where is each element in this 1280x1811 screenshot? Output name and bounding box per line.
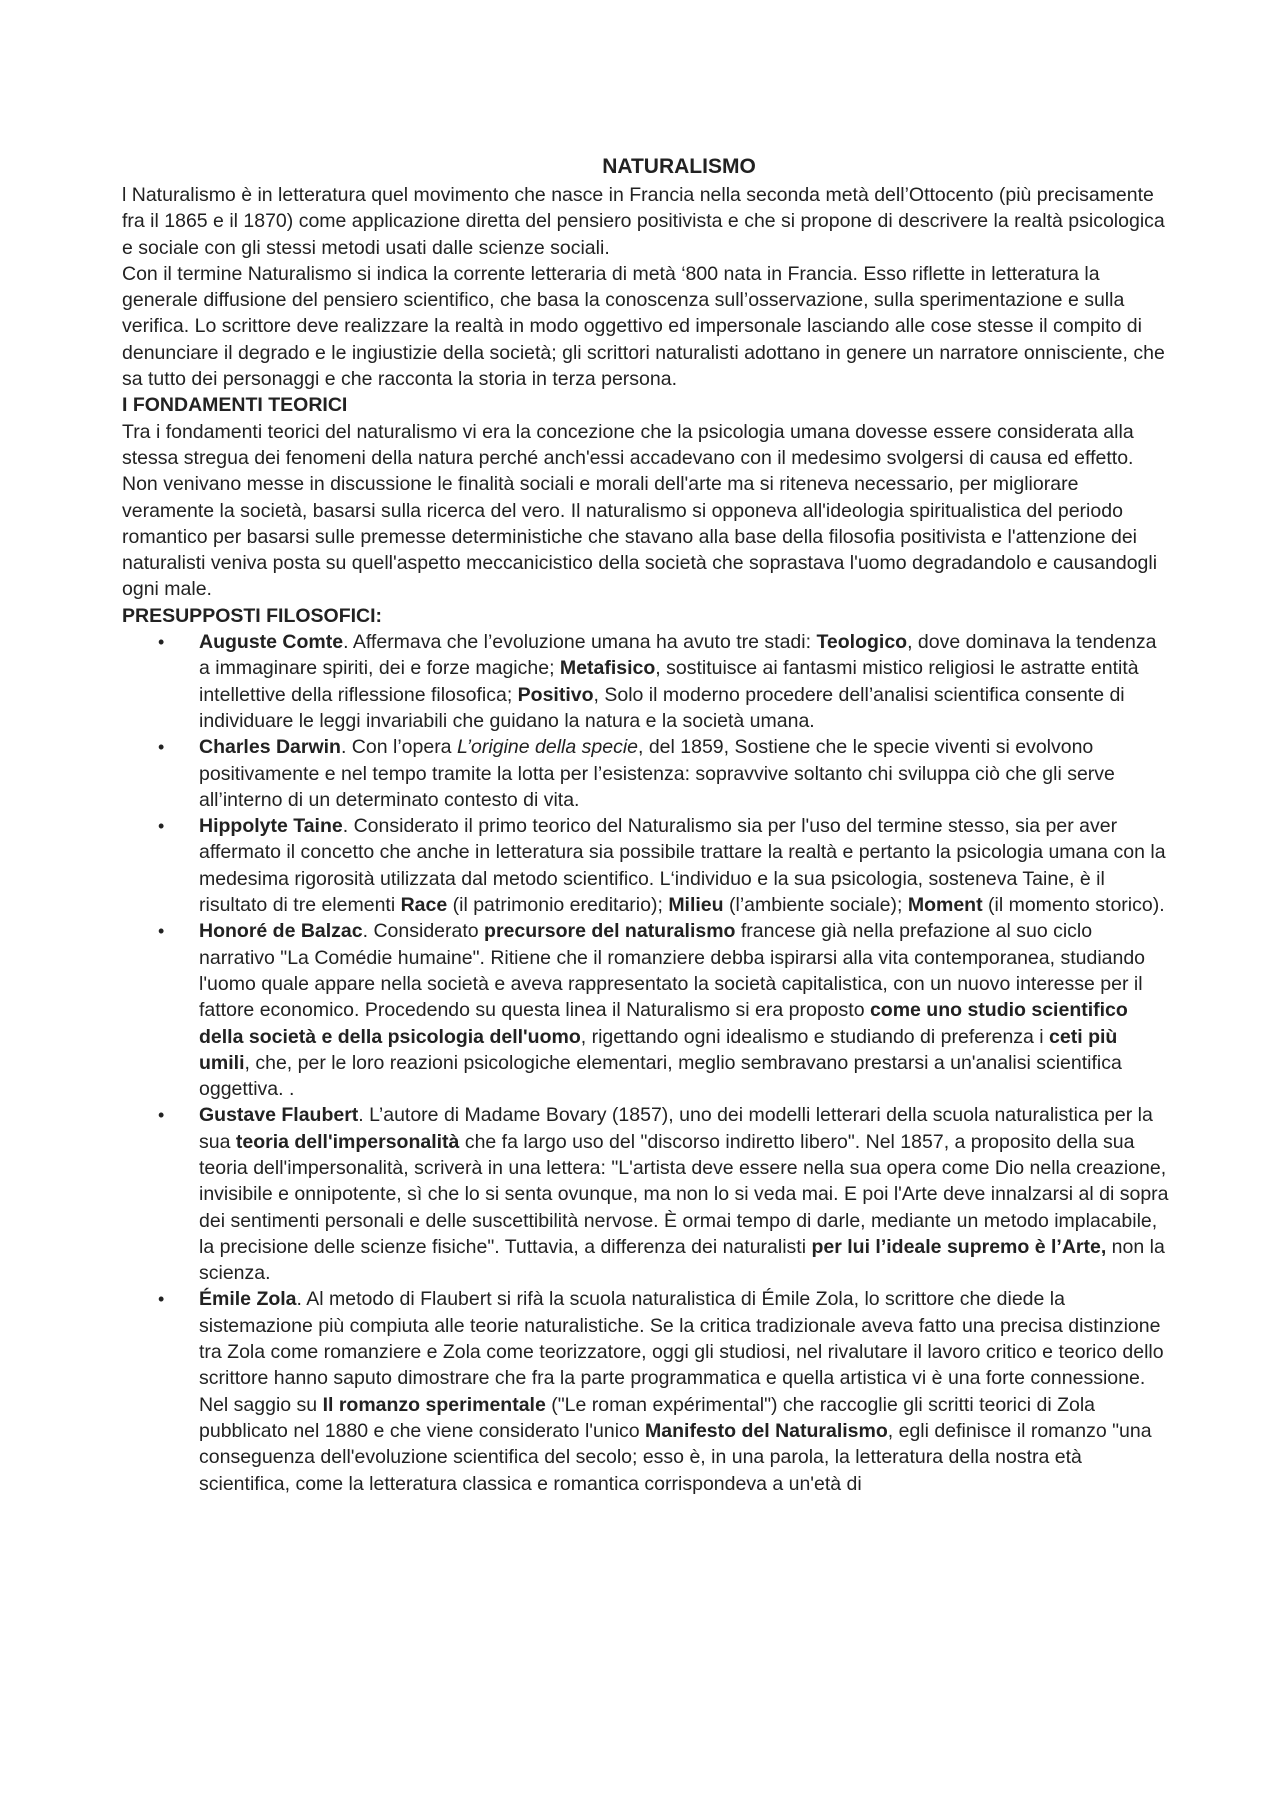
bullet-bold-text: Race [400,894,448,917]
bullet-bold-text: teoria dell'impersonalità [235,1130,460,1153]
bullet-text: non la scienza. [199,1235,1165,1285]
bullet-dot-icon: • [158,737,165,758]
bullet-text: ("Le roman expérimental") che raccoglie gli scritti teorici di Zola pubblicato nel 1880 e che viene considerato l'unico [199,1393,1096,1442]
bullet-bold-text: Moment [907,894,983,917]
bullet-text: , Solo il moderno procedere dell’analisi scientifica consente di individuare le leggi invariabili che guidano la natura e la società umana. [199,683,1125,732]
bullet-bold-text: Émile Zola [199,1288,297,1311]
bullet-item [158,629,1172,734]
section-heading-fondamenti: I FONDAMENTI TEORICI [122,394,348,417]
bullet-text: . Affermava che l’evoluzione umana ha avuto tre stadi: [343,631,817,654]
bullet-text: . Al metodo di Flaubert si rifà la scuola naturalistica di Émile Zola, lo scrittore che diede la sistemazione più compiuta alle teorie naturalistiche. Se la critica tradizionale aveva fatto una precisa distinzione tra Zola come romanziere e Zola come teorizzatore, oggi gli studiosi, nel rivalutare il lavoro critico e teorico dello scrittore hanno saputo dimostrare che fra la parte programmatica e quella artistica vi è una forte connessione. Nel saggio su [199,1288,1164,1416]
bullet-dot-icon: • [158,1289,165,1310]
bullet-text: . L’autore di Madame Bovary (1857), uno dei modelli letterari della scuola naturalistica per la sua [199,1104,1153,1153]
section-text-fondamenti: Tra i fondamenti teorici del naturalismo vi era la concezione che la psicologia umana dovesse essere considerata alla stessa stregua dei fenomeni della natura perché anch'essi accadevano con il medesimo svolgersi di causa ed effetto. Non venivano messe in discussione le finalità sociali e morali dell'arte ma si riteneva necessario, per migliorare veramente la società, basarsi sulla ricerca del vero. Il naturalismo si opponeva all'ideologia spiritualistica del periodo romantico per basarsi sulle premesse deterministiche che stavano alla base della filosofia positivista e l'attenzione dei naturalisti veniva posta su quell'aspetto meccanicistico della società che soprastava l'uomo degradandolo e causandogli ogni male. [122,420,1158,601]
bullet-bold-text: Charles Darwin [199,736,341,759]
bullet-text: (il patrimonio ereditario); [447,894,669,917]
bullet-dot-icon: • [158,1105,165,1126]
bullet-item [158,918,1172,1102]
bullet-bold-text: Milieu [668,894,724,917]
bullet-dot-icon: • [158,816,165,837]
bullet-text: . Considerato [362,920,485,943]
intro-paragraph-1: l Naturalismo è in letteratura quel movimento che nasce in Francia nella seconda metà dell’Ottocento (più precisamente fra il 1865 e il 1870) come applicazione diretta del pensiero positivista e che si propone di descrivere la realtà psicologica e sociale con gli stessi metodi usati dalle scienze sociali. [122,184,1165,259]
bullet-item [158,1102,1172,1286]
bullet-text: . Considerato il primo teorico del Naturalismo sia per l'uso del termine stesso, sia per aver affermato il concetto che anche in letteratura sia possibile trattare la realtà e pertanto la psicologia umana con la medesima rigorosità utilizzata dal metodo scientifico. L‘individuo e la sua psicologia, sosteneva Taine, è il risultato di tre elementi [199,815,1166,917]
bullet-text: (il momento storico). [982,894,1165,917]
section-heading-presupposti: PRESUPPOSTI FILOSOFICI: [122,604,383,627]
document-title: NATURALISMO [602,155,756,178]
bullet-bold-text: Manifesto del Naturalismo [645,1419,888,1442]
bullet-text: che fa largo uso del "discorso indiretto libero". Nel 1857, a proposito della sua teoria dell'impersonalità, scriverà in una lettera: "L'artista deve essere nella sua opera come Dio nella creazione, invisibile e onnipotente, sì che lo si senta ovunque, ma non lo si veda mai. E poi l'Arte deve innalzarsi al di sopra dei sentimenti personali e delle suscettibilità nervose. È ormai tempo di darle, mediante un metodo implacabile, la precisione delle scienze fisiche". Tuttavia, a differenza dei naturalisti [199,1130,1169,1258]
bullet-text: , rigettando ogni idealismo e studiando di preferenza i [580,1025,1050,1048]
bullet-dot-icon: • [158,632,165,653]
bullet-bold-text: Positivo [517,683,594,706]
intro-paragraph-2: Con il termine Naturalismo si indica la corrente letteraria di metà ‘800 nata in Francia. Esso riflette in letteratura la generale diffusione del pensiero scientifico, che basa la conoscenza sull’osservazione, sulla sperimentazione e sulla verifica. Lo scrittore deve realizzare la realtà in modo oggettivo ed impersonale lasciando alle cose stesse il compito di denunciare il degrado e le ingiustizie della società; gli scrittori naturalisti adottano in genere un narratore onnisciente, che sa tutto dei personaggi e che racconta la storia in terza persona. [122,262,1165,391]
bullet-item [158,813,1172,918]
bullet-bold-text: Auguste Comte [199,631,344,654]
philosophers-bullet-list [122,629,1172,1497]
bullet-bold-text: Honoré de Balzac [199,920,363,943]
bullet-text: , che, per le loro reazioni psicologiche elementari, meglio sembravano prestarsi a un'analisi scientifica oggettiva. . [199,1051,1122,1101]
bullet-bold-text: precursore del naturalismo [484,920,736,943]
bullet-bold-text: Gustave Flaubert [199,1104,359,1127]
bullet-text: , egli definisce il romanzo "una conseguenza dell'evoluzione scientifica del secolo; esso è, in una parola, la letteratura della nostra età scientifica, come la letteratura classica e romantica corrispondeva a un'età di [199,1419,1152,1495]
bullet-text: , sostituisce ai fantasmi mistico religiosi le astratte entità intellettive della riflessione filosofica; [199,657,1139,706]
bullet-italic-text: L’origine della specie [456,736,638,759]
bullet-bold-text: Hippolyte Taine [199,815,343,838]
bullet-dot-icon: • [158,921,165,942]
bullet-item [158,734,1172,813]
bullet-text: francese già nella prefazione al suo ciclo narrativo "La Comédie humaine". Ritiene che il romanziere debba ispirarsi alla vita contemporanea, studiando l'uomo quale appare nella società e aveva rappresentato la società capitalistica, con un nuovo interesse per il fattore economico. Procedendo su questa linea il Naturalismo si era proposto [199,920,1146,1022]
bullet-text: , del 1859, Sostiene che le specie viventi si evolvono positivamente e nel tempo tramite la lotta per l’esistenza: sopravvive soltanto chi sviluppa ciò che gli serve all’interno di un determinato contesto di vita. [199,736,1115,811]
bullet-bold-text: Il romanzo sperimentale [322,1393,546,1416]
bullet-bold-text: ceti più umili [199,1025,1118,1074]
bullet-text: . Con l’opera [340,736,457,759]
bullet-text: , dove dominava la tendenza a immaginare spiriti, dei e forze magiche; [199,631,1157,680]
document-page [122,154,1172,1497]
bullet-bold-text: come uno studio scientifico della società e della psicologia dell'uomo [199,999,1128,1048]
bullet-bold-text: Metafisico [559,657,656,680]
bullet-bold-text: per lui l’ideale supremo è l’Arte, [811,1235,1107,1258]
bullet-text: (l’ambiente sociale); [723,894,908,917]
bullet-bold-text: Teologico [816,631,908,654]
bullet-item [158,1286,1172,1496]
